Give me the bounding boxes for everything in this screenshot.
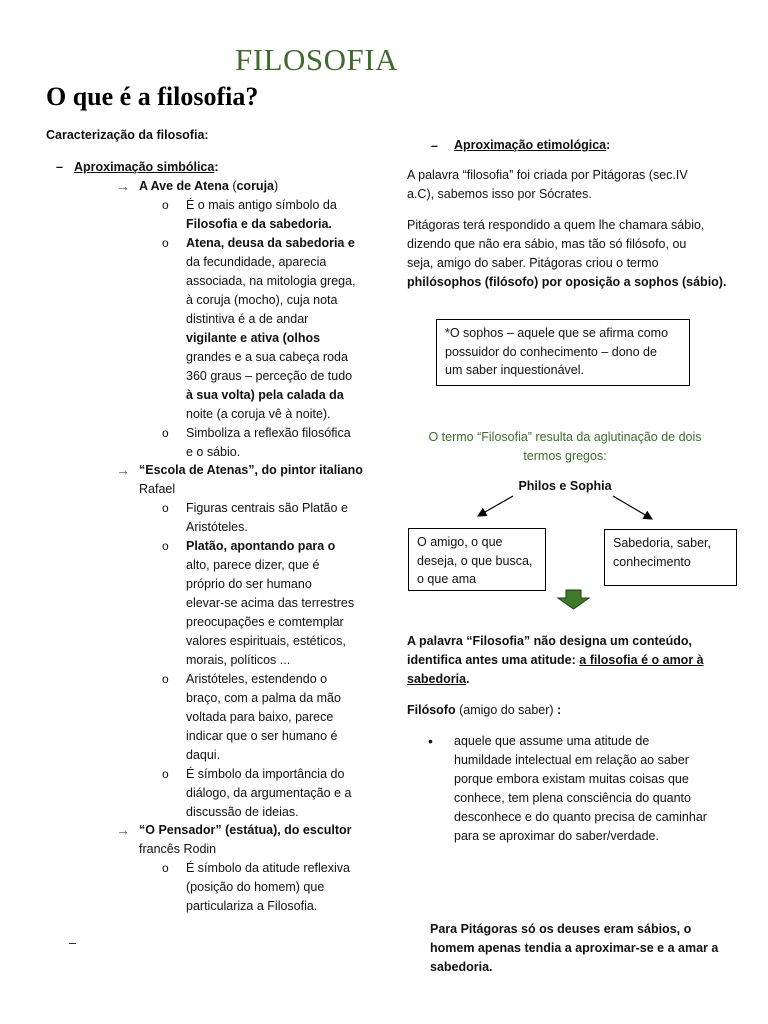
- item-text: A Ave de Atena (coruja): [139, 179, 279, 193]
- circle-bullet-icon: o: [162, 426, 169, 440]
- line: aquele que assume uma atitude de: [454, 734, 650, 748]
- line: um saber inquestionável.: [445, 363, 584, 377]
- line: desconhece e do quanto precisa de caminhar: [454, 810, 707, 824]
- definition-highlight: sabedoria: [407, 672, 467, 686]
- circle-bullet-icon: o: [162, 539, 169, 553]
- line: particulariza a Filosofia.: [186, 899, 318, 913]
- line: braço, com a palma da mão: [186, 691, 341, 705]
- paragraph-pythagoras: [407, 216, 737, 292]
- bullet-text: [186, 499, 376, 537]
- arrow-icon: →: [116, 822, 130, 838]
- line: O amigo, o que: [417, 535, 503, 549]
- bullet-text: [186, 196, 366, 234]
- circle-bullet-icon: o: [162, 767, 169, 781]
- bullet-text: [186, 670, 376, 765]
- line: possuidor do conhecimento – dono de: [445, 344, 657, 359]
- bullet-icon: •: [428, 733, 433, 749]
- bottom-dash: –: [69, 936, 76, 950]
- line: termos gregos:: [523, 449, 607, 463]
- line: discussão de ideias.: [186, 805, 299, 819]
- philos-sophia-label: Philos e Sophia: [518, 479, 612, 493]
- paragraph-gods: [430, 920, 750, 977]
- line: à coruja (mocho), cuja nota: [186, 293, 338, 307]
- line: e o sábio.: [186, 445, 241, 459]
- philos-meaning-box: [408, 528, 546, 591]
- line: para se aproximar do saber/verdade.: [454, 829, 659, 843]
- symbolic-approach-heading: [74, 158, 219, 177]
- line: à sua volta) pela calada da: [186, 388, 344, 402]
- line: elevar-se acima das terrestres: [186, 596, 355, 610]
- circle-bullet-icon: o: [162, 198, 169, 212]
- line: Figuras centrais são Platão e: [186, 501, 348, 515]
- bullet-text: [186, 765, 376, 822]
- text-span: identifica antes uma atitude:: [407, 653, 580, 667]
- line: É símbolo da atitude reflexiva: [186, 861, 350, 875]
- line: Para Pitágoras só os deuses eram sábios, o: [430, 922, 692, 936]
- line: Platão, apontando para o: [186, 539, 336, 553]
- item-escola-atenas: [139, 461, 369, 499]
- definition-highlight: a filosofia é o amor à: [579, 653, 704, 667]
- line: a.C), sabemos isso por Sócrates.: [407, 187, 592, 201]
- line: associada, na mitologia grega,: [186, 274, 356, 288]
- item-pensador: [139, 821, 369, 859]
- line: conhecimento: [613, 555, 691, 569]
- sophos-definition-box: [436, 319, 690, 386]
- colon: :: [606, 138, 611, 152]
- section-dash: –: [431, 139, 438, 153]
- paragraph-attitude: [407, 632, 737, 689]
- bullet-text: [186, 859, 376, 916]
- characterization-heading: Caracterização da filosofia:: [46, 128, 209, 142]
- line: É símbolo da importância do: [186, 767, 345, 781]
- sophia-meaning-box: [604, 529, 737, 586]
- greek-terms-note: [400, 428, 730, 466]
- line: Aristóteles, estendendo o: [186, 672, 328, 686]
- line: morais, políticos ...: [186, 653, 291, 667]
- down-arrow-icon: [558, 590, 589, 609]
- line: voltada para baixo, parece: [186, 710, 334, 724]
- line: O termo “Filosofia” resulta da aglutinação de dois: [428, 430, 702, 444]
- colon: :: [214, 160, 219, 174]
- paragraph-creation: [407, 166, 727, 204]
- line: *O sophos – aquele que se afirma como: [445, 326, 669, 340]
- line: Simboliza a reflexão filosófica: [186, 426, 351, 440]
- line: valores espirituais, estéticos,: [186, 634, 346, 648]
- circle-bullet-icon: o: [162, 672, 169, 686]
- document-title: FILOSOFIA: [235, 42, 398, 77]
- line: diálogo, da argumentação e a: [186, 786, 352, 800]
- line: próprio do ser humano: [186, 577, 312, 591]
- line: Pitágoras terá respondido a quem lhe chamara sábio,: [407, 218, 705, 232]
- line: daqui.: [186, 748, 221, 762]
- line: “Escola de Atenas”, do pintor italiano: [139, 463, 363, 477]
- line: “O Pensador” (estátua), do escultor: [139, 823, 352, 837]
- line: seja, amigo do saber. Pitágoras criou o termo: [407, 256, 659, 270]
- bullet-text: [186, 537, 376, 670]
- line: vigilante e ativa (olhos: [186, 331, 321, 345]
- circle-bullet-icon: o: [162, 501, 169, 515]
- line: Atena, deusa da sabedoria e: [186, 236, 355, 250]
- line: Rafael: [139, 482, 176, 496]
- arrow-to-sophia: [613, 496, 652, 519]
- filosofo-heading: Filósofo (amigo do saber) :: [407, 703, 562, 717]
- bullet-text: [186, 234, 376, 424]
- item-ave-atena: [139, 177, 278, 196]
- line: porque embora existam muitas coisas que: [454, 772, 689, 786]
- line: Filosofia e da sabedoria.: [186, 217, 332, 231]
- line: A palavra “filosofia” foi criada por Pitágoras (sec.IV: [407, 168, 688, 182]
- arrow-icon: →: [116, 178, 130, 194]
- line: da fecundidade, aparecia: [186, 255, 327, 269]
- circle-bullet-icon: o: [162, 861, 169, 875]
- line: A palavra “Filosofia” não designa um conteúdo,: [407, 634, 692, 648]
- line: homem apenas tendia a aproximar-se e a amar a: [430, 941, 719, 955]
- line: indicar que o ser humano é: [186, 729, 338, 743]
- line: humildade intelectual em relação ao saber: [454, 753, 689, 767]
- text-span: .: [466, 672, 470, 686]
- line: (posição do homem) que: [186, 880, 325, 894]
- line: philósophos (filósofo) por oposição a sophos (sábio).: [407, 275, 727, 289]
- document-subtitle: O que é a filosofia?: [46, 82, 259, 111]
- line: Sabedoria, saber,: [613, 536, 711, 550]
- line: o que ama: [417, 572, 477, 586]
- etymological-approach-label: Aproximação etimológica: [454, 138, 607, 152]
- line: sabedoria.: [430, 960, 493, 974]
- line: É o mais antigo símbolo da: [186, 198, 337, 212]
- line: noite (a coruja vê à noite).: [186, 407, 331, 421]
- line: deseja, o que busca,: [417, 553, 533, 568]
- line: conhece, tem plena consciência do quanto: [454, 791, 691, 805]
- line: Aristóteles.: [186, 520, 248, 534]
- symbolic-approach-label: Aproximação simbólica: [74, 160, 215, 174]
- line: alto, parece dizer, que é: [186, 558, 320, 572]
- arrow-icon: →: [116, 462, 130, 478]
- line: preocupações e comtemplar: [186, 615, 344, 629]
- line: dizendo que não era sábio, mas tão só filósofo, ou: [407, 237, 687, 251]
- section-dash: –: [56, 160, 63, 174]
- line: 360 graus – perceção de tudo: [186, 369, 353, 383]
- line: distintiva é a de andar: [186, 312, 309, 326]
- line: grandes e a sua cabeça roda: [186, 350, 348, 364]
- circle-bullet-icon: o: [162, 236, 169, 250]
- bullet-text: [186, 424, 376, 462]
- etymological-approach-heading: [454, 136, 610, 155]
- filosofo-definition: [454, 732, 754, 846]
- line: francês Rodin: [139, 842, 217, 856]
- arrow-to-philos: [478, 496, 513, 516]
